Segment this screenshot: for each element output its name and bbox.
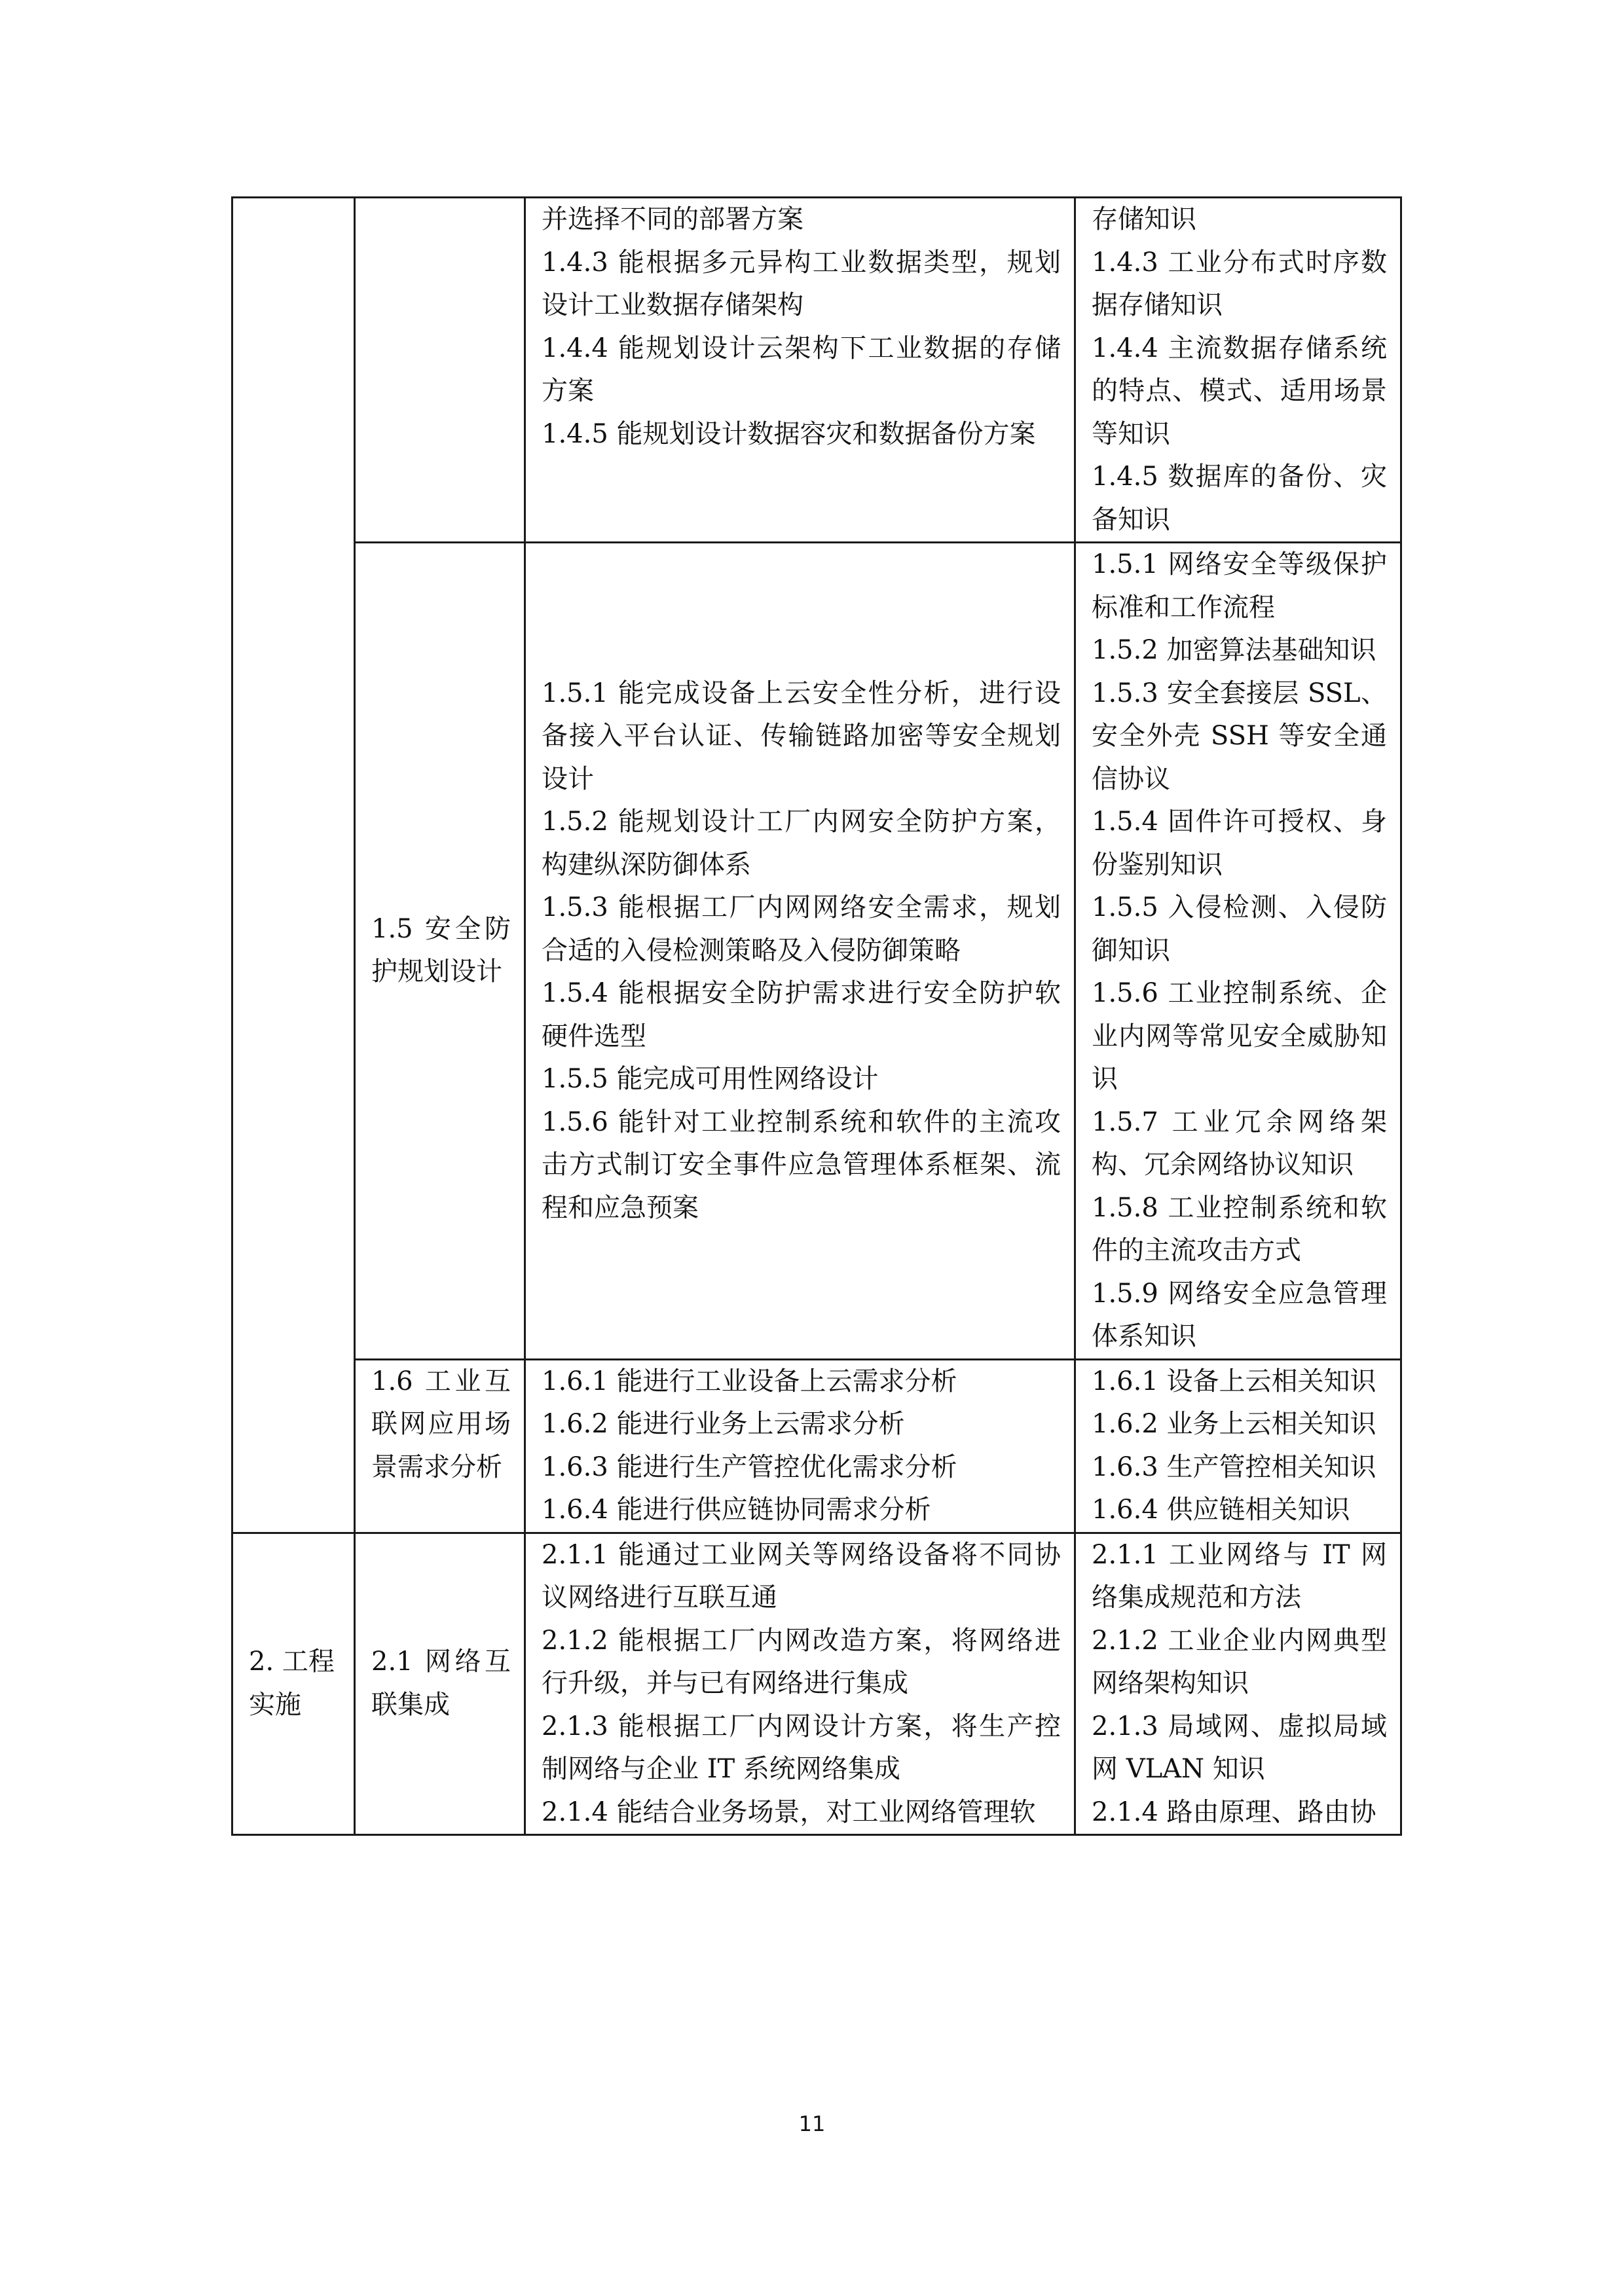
knowledge-item: 1.5.5 入侵检测、入侵防御知识 xyxy=(1092,892,1387,966)
domain-cell-1 xyxy=(232,198,355,1533)
skill-item: 2.1.1 能通过工业网关等网络设备将不同协议网络进行互联互通 xyxy=(542,1539,1061,1613)
knowledge-item: 1.6.3 生产管控相关知识 xyxy=(1092,1451,1376,1482)
table-row-1-5 xyxy=(232,543,1401,1360)
knowledge-item: 2.1.1 工业网络与 IT 网络集成规范和方法 xyxy=(1092,1539,1387,1613)
domain-cell-2: 2. 工程实施 xyxy=(232,1533,355,1835)
table-row-2-1 xyxy=(232,1533,1401,1835)
table-row-1-4-continued xyxy=(232,198,1401,543)
work-content-cell-2-1: 2.1 网络互联集成 xyxy=(355,1533,525,1835)
skill-requirements-cell-1-5 xyxy=(525,543,1075,1360)
knowledge-item: 1.4.5 数据库的备份、灾备知识 xyxy=(1092,462,1387,535)
knowledge-item: 存储知识 xyxy=(1092,204,1196,234)
skill-item: 1.5.1 能完成设备上云安全性分析，进行设备接入平台认证、传输链路加密等安全规划设计 xyxy=(542,678,1061,794)
skill-item: 1.4.4 能规划设计云架构下工业数据的存储方案 xyxy=(542,333,1061,406)
knowledge-item: 1.5.3 安全套接层 SSL、安全外壳 SSH 等安全通信协议 xyxy=(1092,678,1387,794)
skill-item: 1.4.3 能根据多元异构工业数据类型，规划设计工业数据存储架构 xyxy=(542,247,1061,320)
skill-item: 1.6.1 能进行工业设备上云需求分析 xyxy=(542,1366,957,1396)
skill-requirements-cell-1-6 xyxy=(525,1359,1075,1533)
table-row-1-6 xyxy=(232,1359,1401,1533)
skill-item: 1.4.5 能规划设计数据容灾和数据备份方案 xyxy=(542,418,1036,449)
knowledge-cell-2-1 xyxy=(1075,1533,1401,1835)
skill-item: 2.1.2 能根据工厂内网改造方案，将网络进行升级，并与已有网络进行集成 xyxy=(542,1625,1061,1698)
competency-table xyxy=(231,196,1402,1836)
skill-item: 1.5.2 能规划设计工厂内网安全防护方案，构建纵深防御体系 xyxy=(542,807,1061,880)
skill-item: 1.5.3 能根据工厂内网网络安全需求，规划合适的入侵检测策略及入侵防御策略 xyxy=(542,892,1061,966)
knowledge-item: 1.6.1 设备上云相关知识 xyxy=(1092,1366,1376,1396)
knowledge-item: 1.5.6 工业控制系统、企业内网等常见安全威胁知识 xyxy=(1092,978,1387,1094)
knowledge-cell-1-4 xyxy=(1075,198,1401,543)
knowledge-cell-1-5 xyxy=(1075,543,1401,1360)
knowledge-cell-1-6 xyxy=(1075,1359,1401,1533)
skill-item: 1.6.3 能进行生产管控优化需求分析 xyxy=(542,1451,957,1482)
skill-requirements-cell-1-4 xyxy=(525,198,1075,543)
knowledge-item: 1.4.4 主流数据存储系统的特点、模式、适用场景等知识 xyxy=(1092,333,1387,449)
knowledge-item: 1.5.4 固件许可授权、身份鉴别知识 xyxy=(1092,807,1387,880)
skill-item: 2.1.4 能结合业务场景，对工业网络管理软 xyxy=(542,1796,1036,1827)
work-content-cell-1-6: 1.6 工业互联网应用场景需求分析 xyxy=(355,1359,525,1533)
skill-requirements-cell-2-1 xyxy=(525,1533,1075,1835)
knowledge-item: 1.4.3 工业分布式时序数据存储知识 xyxy=(1092,247,1387,320)
knowledge-item: 1.5.2 加密算法基础知识 xyxy=(1092,635,1376,665)
knowledge-item: 2.1.2 工业企业内网典型网络架构知识 xyxy=(1092,1625,1387,1698)
knowledge-item: 1.6.2 业务上云相关知识 xyxy=(1092,1409,1376,1439)
work-content-cell-1-5: 1.5 安全防护规划设计 xyxy=(355,543,525,1360)
knowledge-item: 1.5.7 工业冗余网络架构、冗余网络协议知识 xyxy=(1092,1106,1387,1180)
skill-item: 1.6.2 能进行业务上云需求分析 xyxy=(542,1409,905,1439)
skill-item: 1.5.4 能根据安全防护需求进行安全防护软硬件选型 xyxy=(542,978,1061,1051)
skill-item: 1.6.4 能进行供应链协同需求分析 xyxy=(542,1495,931,1525)
work-content-cell-1-4 xyxy=(355,198,525,543)
skill-item: 2.1.3 能根据工厂内网设计方案，将生产控制网络与企业 IT 系统网络集成 xyxy=(542,1711,1061,1784)
skill-item: 1.5.5 能完成可用性网络设计 xyxy=(542,1064,879,1094)
skill-item: 1.5.6 能针对工业控制系统和软件的主流攻击方式制订安全事件应急管理体系框架、流程和应急预案 xyxy=(542,1106,1061,1223)
knowledge-item: 1.5.9 网络安全应急管理体系知识 xyxy=(1092,1278,1387,1351)
knowledge-item: 2.1.4 路由原理、路由协 xyxy=(1092,1796,1376,1827)
skill-item: 并选择不同的部署方案 xyxy=(542,204,803,234)
knowledge-item: 1.5.1 网络安全等级保护标准和工作流程 xyxy=(1092,549,1387,623)
page-number: 11 xyxy=(798,2111,826,2136)
knowledge-item: 1.5.8 工业控制系统和软件的主流攻击方式 xyxy=(1092,1192,1387,1266)
knowledge-item: 1.6.4 供应链相关知识 xyxy=(1092,1495,1350,1525)
knowledge-item: 2.1.3 局域网、虚拟局域网 VLAN 知识 xyxy=(1092,1711,1387,1784)
